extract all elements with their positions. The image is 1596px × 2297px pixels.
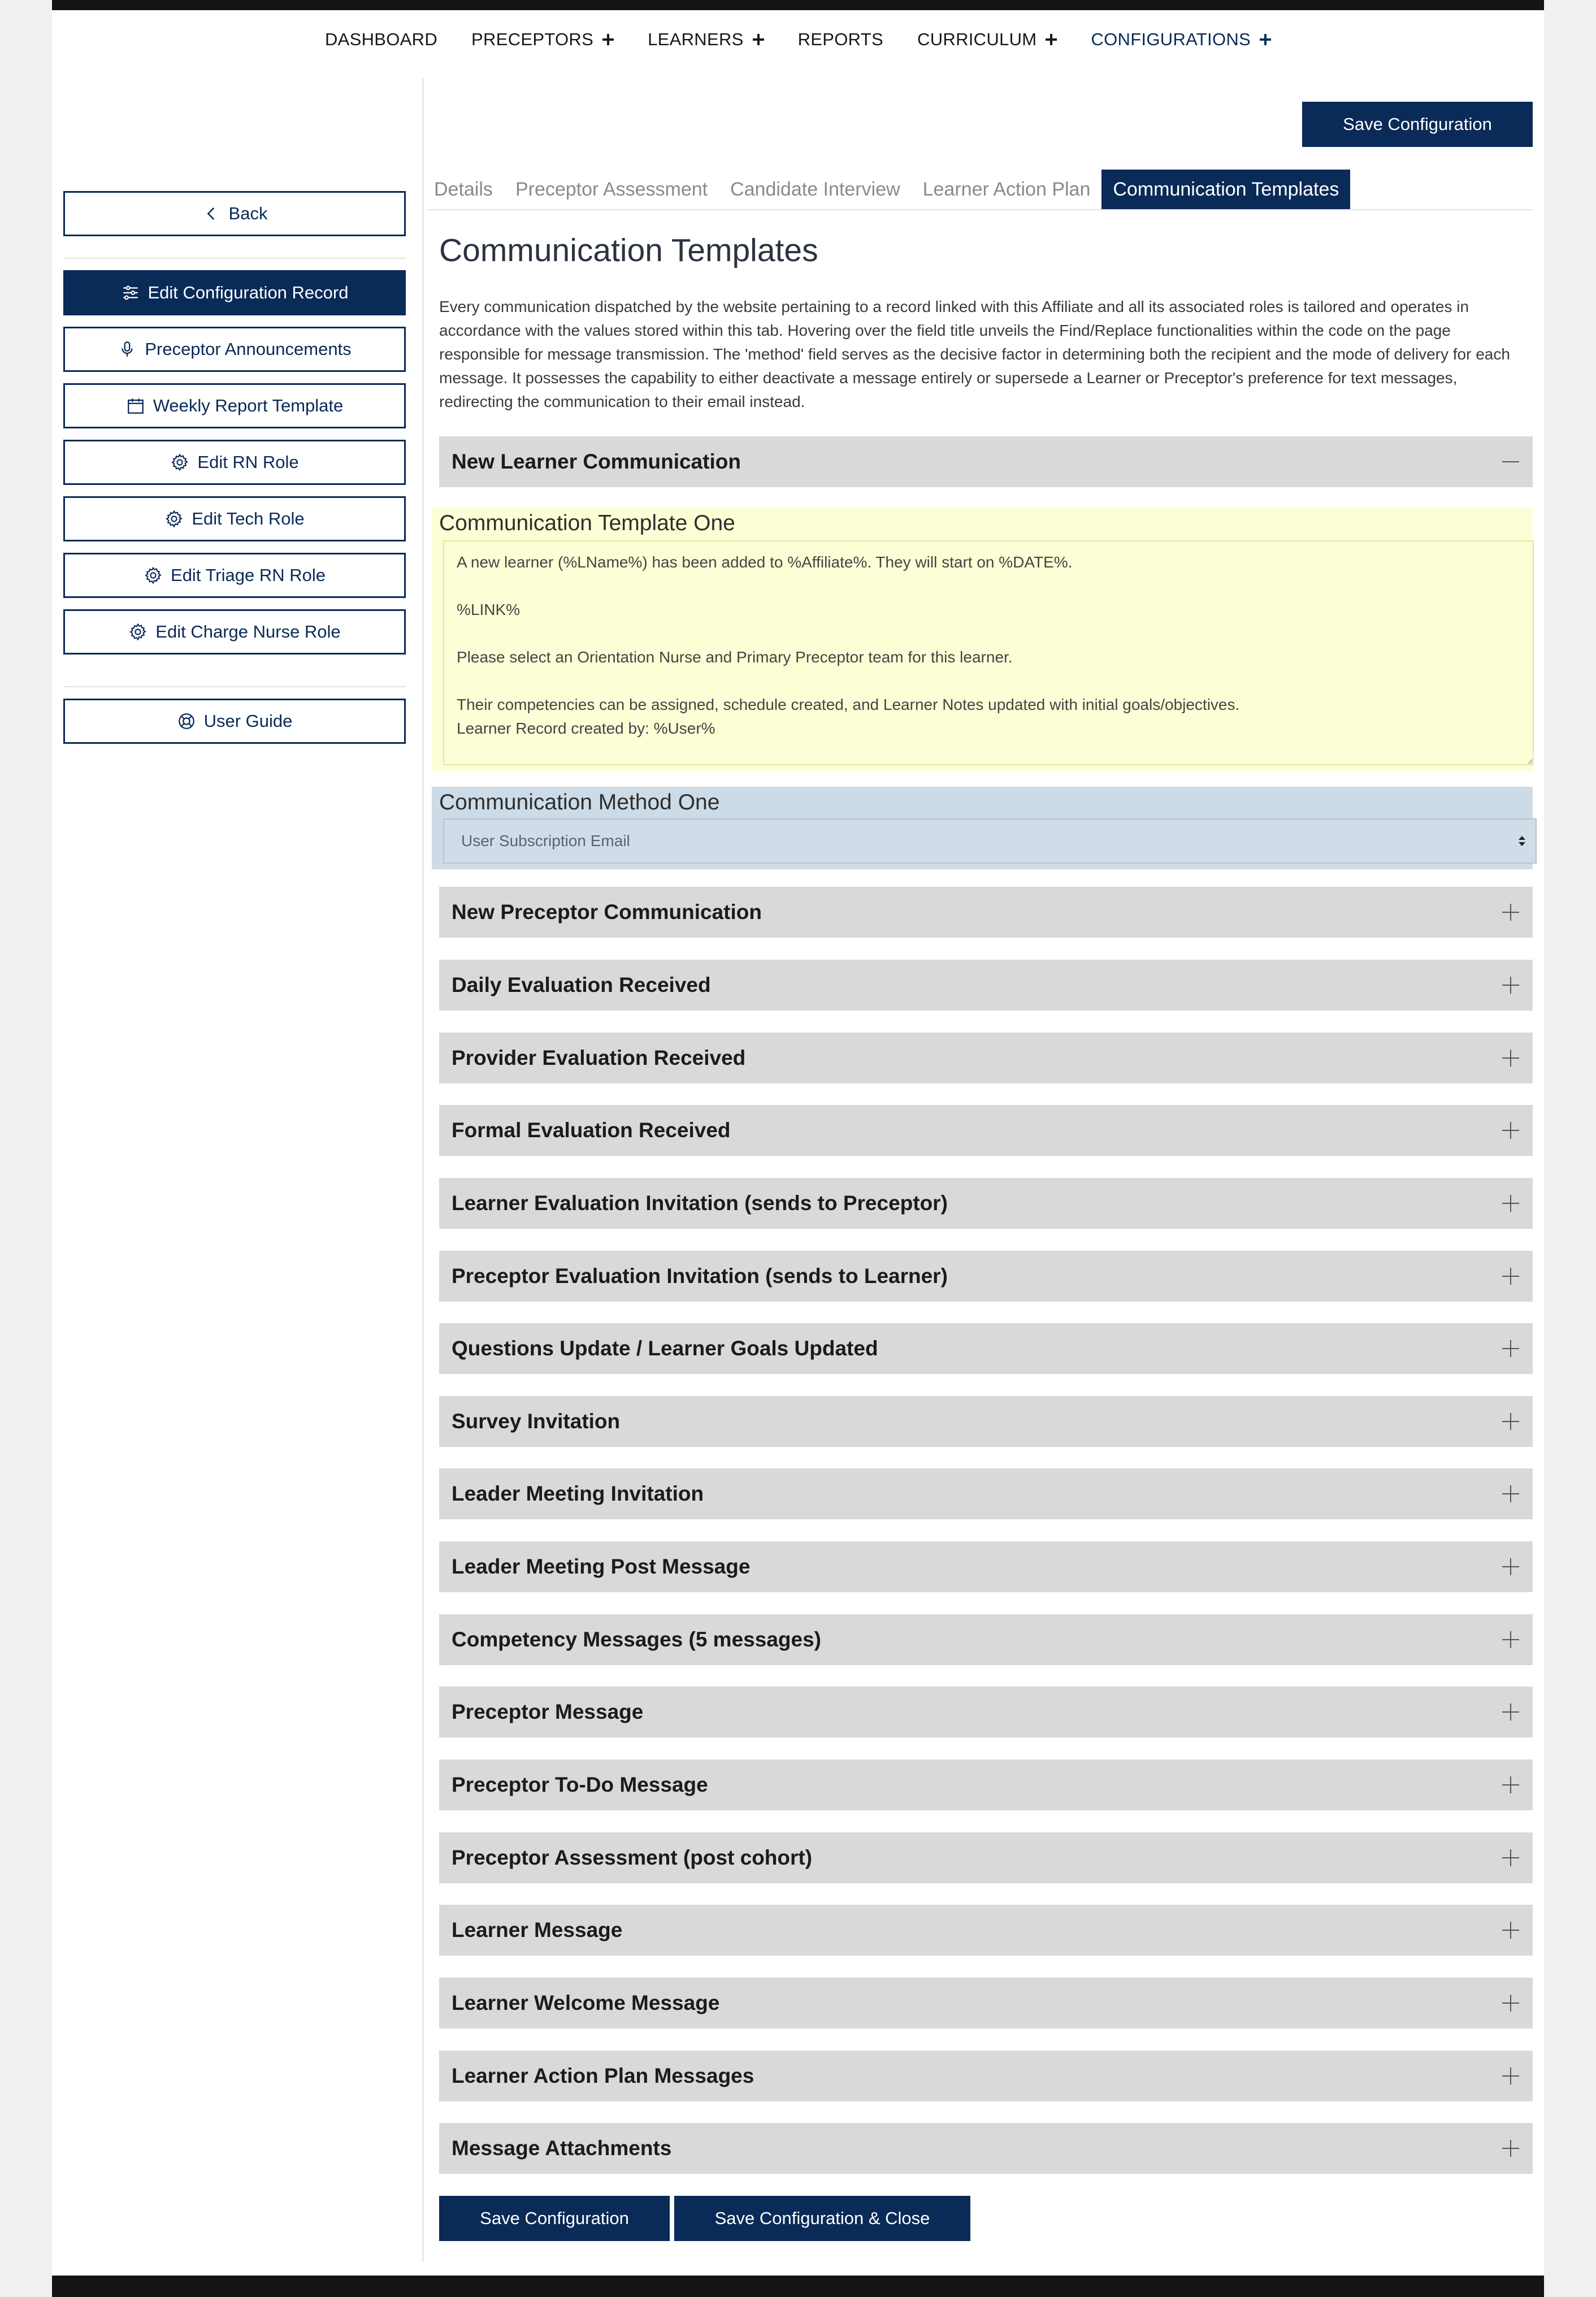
sidebar-item-edit-rn-role[interactable] [63,440,406,485]
accordion-section[interactable] [439,1251,1533,1302]
user-guide-button[interactable] [63,699,406,744]
method-label[interactable]: Communication Method One [439,790,720,814]
nav-label: DASHBOARD [324,29,438,49]
accordion-title: Survey Invitation [452,1410,621,1433]
plus-icon[interactable] [1502,1704,1519,1720]
gear-icon [170,453,189,472]
nav-learners[interactable] [648,29,764,50]
sidebar-item-edit-configuration-record[interactable] [63,270,406,315]
top-bar [52,0,1544,10]
accordion-section[interactable] [439,1105,1533,1156]
accordion-title: Preceptor Assessment (post cohort) [452,1846,813,1869]
tab-bar [427,170,1533,210]
plus-icon[interactable] [1502,2068,1519,2084]
accordion-title: New Learner Communication [452,450,741,473]
accordion-section[interactable] [439,2123,1533,2174]
sidebar-item-label: Edit Configuration Record [148,283,349,302]
gear-icon [128,622,148,642]
sidebar [63,191,406,744]
tab-communication-templates[interactable]: Communication Templates [1101,170,1350,209]
chevron-left-icon [202,204,221,223]
sidebar-item-label: Preceptor Announcements [145,339,352,359]
plus-icon[interactable] [1502,1340,1519,1357]
select-arrows-icon [1519,836,1525,846]
plus-icon[interactable] [1502,2140,1519,2157]
sidebar-item-edit-charge-nurse-role[interactable] [63,609,406,655]
plus-icon[interactable] [1502,1558,1519,1575]
nav-label: CURRICULUM [917,29,1037,49]
plus-icon [1046,34,1057,45]
minus-icon[interactable] [1502,453,1519,470]
plus-icon[interactable] [1502,1995,1519,2012]
save-configuration-close-label: Save Configuration & Close [714,2208,930,2228]
sidebar-item-label: Edit Tech Role [192,509,305,528]
nav-configurations[interactable] [1091,29,1271,50]
page-title: Communication Templates [439,232,818,268]
accordion-title: Preceptor Message [452,1700,644,1723]
main-nav [52,23,1544,57]
nav-label: PRECEPTORS [471,29,594,49]
save-configuration-close-button[interactable] [674,2196,970,2241]
calendar-icon [126,396,145,415]
back-button[interactable] [63,191,406,236]
save-configuration-label: Save Configuration [1343,114,1492,134]
tab-details[interactable]: Details [434,179,493,200]
accordion-title: Provider Evaluation Received [452,1046,746,1069]
plus-icon[interactable] [1502,1268,1519,1285]
tab-candidate-interview[interactable]: Candidate Interview [730,179,900,200]
plus-icon[interactable] [1502,1485,1519,1502]
nav-preceptors[interactable] [471,29,614,50]
accordion-section[interactable] [439,1541,1533,1592]
accordion-title: Learner Action Plan Messages [452,2064,754,2087]
lifebuoy-icon [177,712,196,731]
plus-icon[interactable] [1502,904,1519,921]
page [52,0,1544,2297]
accordion-title: New Preceptor Communication [452,900,762,924]
accordion-section[interactable] [439,887,1533,938]
accordion-title: Questions Update / Learner Goals Updated [452,1337,878,1360]
accordion-section[interactable] [439,2051,1533,2101]
plus-icon [1260,34,1271,45]
save-configuration-button[interactable] [1302,102,1533,147]
accordion-title: Learner Message [452,1918,623,1941]
method-select[interactable] [443,818,1537,864]
back-label: Back [228,203,268,223]
tab-learner-action-plan[interactable]: Learner Action Plan [922,179,1091,200]
accordion-title: Leader Meeting Post Message [452,1555,751,1578]
sidebar-item-label: Edit Triage RN Role [171,565,326,585]
sliders-icon [121,283,140,302]
plus-icon[interactable] [1502,1413,1519,1430]
accordion-title: Competency Messages (5 messages) [452,1628,821,1651]
accordion-title: Message Attachments [452,2136,672,2160]
nav-curriculum[interactable] [917,29,1057,50]
accordion-section[interactable] [439,1033,1533,1084]
method-select-value: User Subscription Email [461,832,630,850]
sidebar-item-weekly-report-template[interactable] [63,383,406,428]
nav-dashboard[interactable] [325,29,437,50]
accordion-section[interactable] [439,1468,1533,1519]
gear-icon [144,566,163,585]
plus-icon[interactable] [1502,1631,1519,1648]
accordion-title: Leader Meeting Invitation [452,1482,704,1505]
page-description: Every communication dispatched by the website pertaining to a record linked with this Affiliate and all its associated roles is tailored and operates in accordance with the values stored within this tab. Hovering over the field title unveils the Find/Replace functionalities within the code on the page responsible for message transmission. The 'method' field serves as the decisive factor in determining both the recipient and the mode of delivery for each message. It possesses the capability to either deactivate a message entirely or supersede a Learner or Preceptor's preference for text messages, redirecting the communication to their email instead. [439,298,1510,410]
accordion-title: Daily Evaluation Received [452,973,711,996]
save-configuration-bottom-button[interactable] [439,2196,670,2241]
gear-icon [164,509,184,528]
column-divider [422,78,424,2262]
sidebar-item-edit-tech-role[interactable] [63,496,406,541]
nav-label: REPORTS [797,29,884,49]
sidebar-item-edit-triage-rn-role[interactable] [63,553,406,598]
accordion-section[interactable] [439,1396,1533,1447]
accordion-title: Learner Evaluation Invitation (sends to Preceptor) [452,1191,948,1215]
accordion-section[interactable] [439,1178,1533,1229]
accordion-section[interactable] [439,1687,1533,1737]
plus-icon[interactable] [1502,1922,1519,1939]
accordion-new-learner-communication[interactable] [439,436,1533,487]
plus-icon [602,34,614,45]
user-guide-label: User Guide [203,711,293,731]
template-label[interactable]: Communication Template One [439,511,735,535]
microphone-icon [118,340,137,359]
plus-icon[interactable] [1502,1122,1519,1139]
accordion-title: Preceptor Evaluation Invitation (sends to Learner) [452,1264,948,1288]
accordion-title: Formal Evaluation Received [452,1119,731,1142]
nav-label: CONFIGURATIONS [1091,29,1251,49]
sidebar-item-label: Weekly Report Template [153,396,344,415]
nav-label: LEARNERS [648,29,744,49]
accordion-section[interactable] [439,1832,1533,1883]
sidebar-item-label: Edit RN Role [197,452,299,472]
accordion-title: Preceptor To-Do Message [452,1773,708,1796]
nav-reports[interactable] [798,29,883,50]
accordion-section[interactable] [439,1614,1533,1665]
accordion-section[interactable] [439,960,1533,1011]
accordion-title: Learner Welcome Message [452,1991,720,2014]
plus-icon [753,34,764,45]
save-configuration-label: Save Configuration [480,2208,629,2228]
plus-icon[interactable] [1502,977,1519,994]
accordion-section[interactable] [439,1759,1533,1810]
plus-icon[interactable] [1502,1776,1519,1793]
accordion-section[interactable] [439,1323,1533,1374]
plus-icon[interactable] [1502,1050,1519,1067]
accordion-section[interactable] [439,1905,1533,1956]
footer-bar [52,2276,1544,2297]
template-textarea[interactable] [443,540,1534,765]
accordion-section[interactable] [439,1978,1533,2029]
plus-icon[interactable] [1502,1195,1519,1212]
sidebar-item-preceptor-announcements[interactable] [63,327,406,372]
tab-preceptor-assessment[interactable]: Preceptor Assessment [515,179,708,200]
sidebar-item-label: Edit Charge Nurse Role [155,622,341,642]
plus-icon[interactable] [1502,1849,1519,1866]
